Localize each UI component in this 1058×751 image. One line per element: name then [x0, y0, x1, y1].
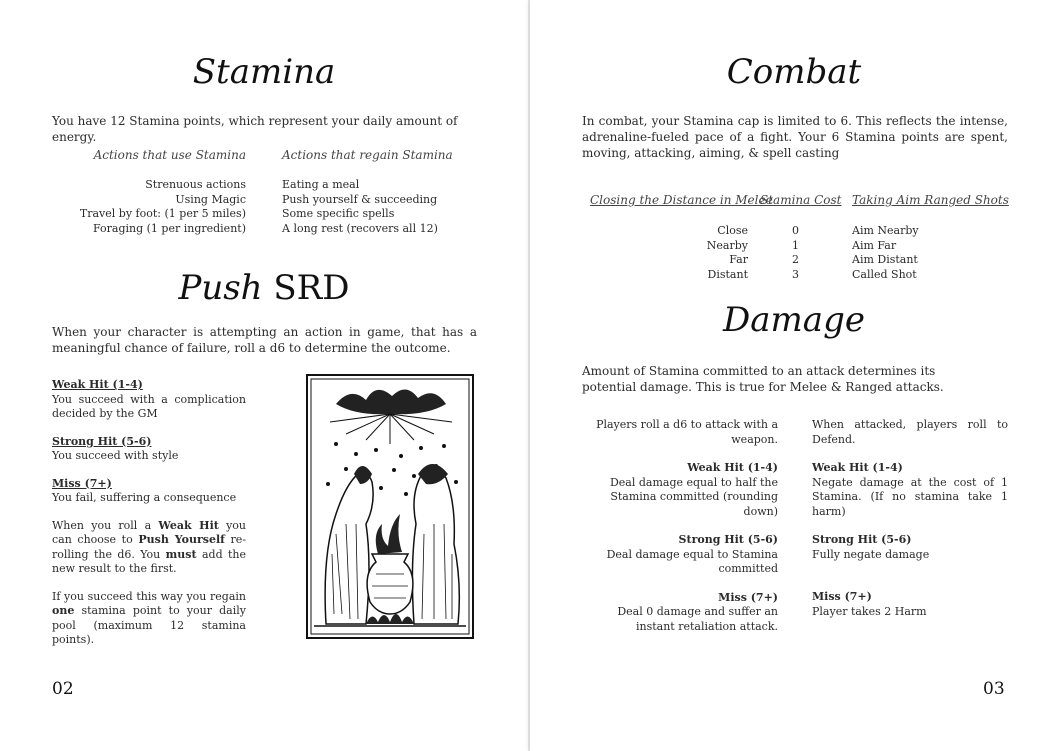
list-item: Travel by foot: (1 per 5 miles) [79, 207, 246, 220]
aim-column [852, 224, 1002, 282]
push-srd-title: Push SRD [178, 268, 350, 308]
strong-hit-heading: Strong Hit (5-6) [52, 434, 152, 448]
woodcut-illustration [306, 374, 474, 639]
cost-column [792, 224, 822, 282]
attack-intro: Players roll a d6 to attack with a weapon. [596, 418, 778, 446]
col-header-ranged: Taking Aim Ranged Shots [852, 193, 1009, 207]
page-number: 03 [983, 679, 1005, 699]
combat-title: Combat [726, 52, 862, 92]
defend-miss-heading: Miss (7+) [812, 590, 872, 603]
damage-intro: Amount of Stamina committed to an attack determines its potential damage. This is true for Melee & Ranged attacks. [582, 364, 944, 394]
col-header-melee: Closing the Distance in Melee [590, 193, 773, 207]
attack-strong-heading: Strong Hit (5-6) [678, 533, 778, 546]
table-cell: Distant [707, 267, 748, 281]
list-item: Eating a meal [282, 178, 360, 191]
table-cell: 3 [792, 267, 799, 281]
miss-text: You fail, suffering a consequence [52, 491, 237, 504]
attack-column [582, 418, 778, 634]
stamina-intro: You have 12 Stamina points, which represent your daily amount of energy. [52, 114, 458, 144]
defend-miss-text: Player takes 2 Harm [812, 604, 927, 618]
table-cell: Aim Nearby [852, 224, 919, 237]
regain-stamina-list [282, 178, 482, 236]
use-stamina-list [60, 178, 246, 236]
defend-column [812, 418, 1008, 619]
weak-hit-text: You succeed with a complication decided by the GM [52, 392, 246, 420]
witches-cauldron-image [306, 374, 474, 639]
damage-title: Damage [723, 300, 865, 340]
table-cell: Nearby [706, 238, 748, 252]
push-intro: When your character is attempting an action in game, that has a meaningful chance of failure, roll a d6 to determine the outcome. [52, 325, 477, 355]
list-item: Strenuous actions [145, 178, 246, 191]
list-item: Using Magic [175, 192, 246, 206]
page-number: 02 [52, 679, 74, 699]
push-outcomes [52, 378, 246, 648]
list-item: Push yourself & succeeding [282, 192, 438, 206]
table-cell: Far [729, 253, 748, 266]
defend-strong-heading: Strong Hit (5-6) [812, 533, 912, 546]
left-page [0, 0, 528, 751]
attack-miss-heading: Miss (7+) [718, 590, 778, 604]
defend-weak-heading: Weak Hit (1-4) [812, 461, 903, 474]
table-cell: 2 [792, 253, 799, 266]
miss-heading: Miss (7+) [52, 476, 112, 490]
list-item: Some specific spells [282, 207, 395, 220]
attack-weak-text: Deal damage equal to half the Stamina committed (rounding down) [609, 475, 778, 518]
table-cell: Close [717, 224, 748, 237]
table-cell: Aim Distant [852, 253, 918, 266]
regain-paragraph: If you succeed this way you regain one stamina point to your daily pool (maximum 12 stamina points). [52, 589, 246, 646]
table-cell: 0 [792, 224, 799, 237]
list-item: A long rest (recovers all 12) [282, 221, 438, 235]
combat-intro: In combat, your Stamina cap is limited to 6. This reflects the intense, adrenaline-fueled pace of a fight. Your 6 Stamina points are spent, moving, attacking, aiming, & spell casting [582, 114, 1008, 160]
attack-strong-text: Deal damage equal to Stamina committed [606, 547, 778, 575]
defend-weak-text: Negate damage at the cost of 1 Stamina. (If no stamina take 1 harm) [812, 475, 1008, 518]
right-page [530, 0, 1058, 751]
list-item: Foraging (1 per ingredient) [92, 221, 246, 235]
defend-strong-text: Fully negate damage [812, 547, 930, 561]
col-header-stamina-cost: Stamina Cost [760, 193, 842, 207]
attack-miss-text: Deal 0 damage and suffer an instant retaliation attack. [617, 605, 778, 633]
distance-column [650, 224, 748, 282]
weak-hit-heading: Weak Hit (1-4) [52, 378, 143, 391]
regain-stamina-header: Actions that regain Stamina [282, 148, 453, 162]
strong-hit-text: You succeed with style [52, 449, 179, 462]
weak-hit-push-paragraph: When you roll a Weak Hit you can choose to Push Yourself re-rolling the d6. You must add the new result to the first. [52, 518, 247, 575]
table-cell: Called Shot [852, 267, 917, 281]
table-cell: Aim Far [852, 238, 897, 252]
defend-intro: When attacked, players roll to Defend. [812, 418, 1008, 446]
stamina-title: Stamina [192, 52, 336, 92]
table-cell: 1 [792, 238, 799, 252]
attack-weak-heading: Weak Hit (1-4) [687, 461, 778, 474]
use-stamina-header: Actions that use Stamina [93, 148, 246, 162]
